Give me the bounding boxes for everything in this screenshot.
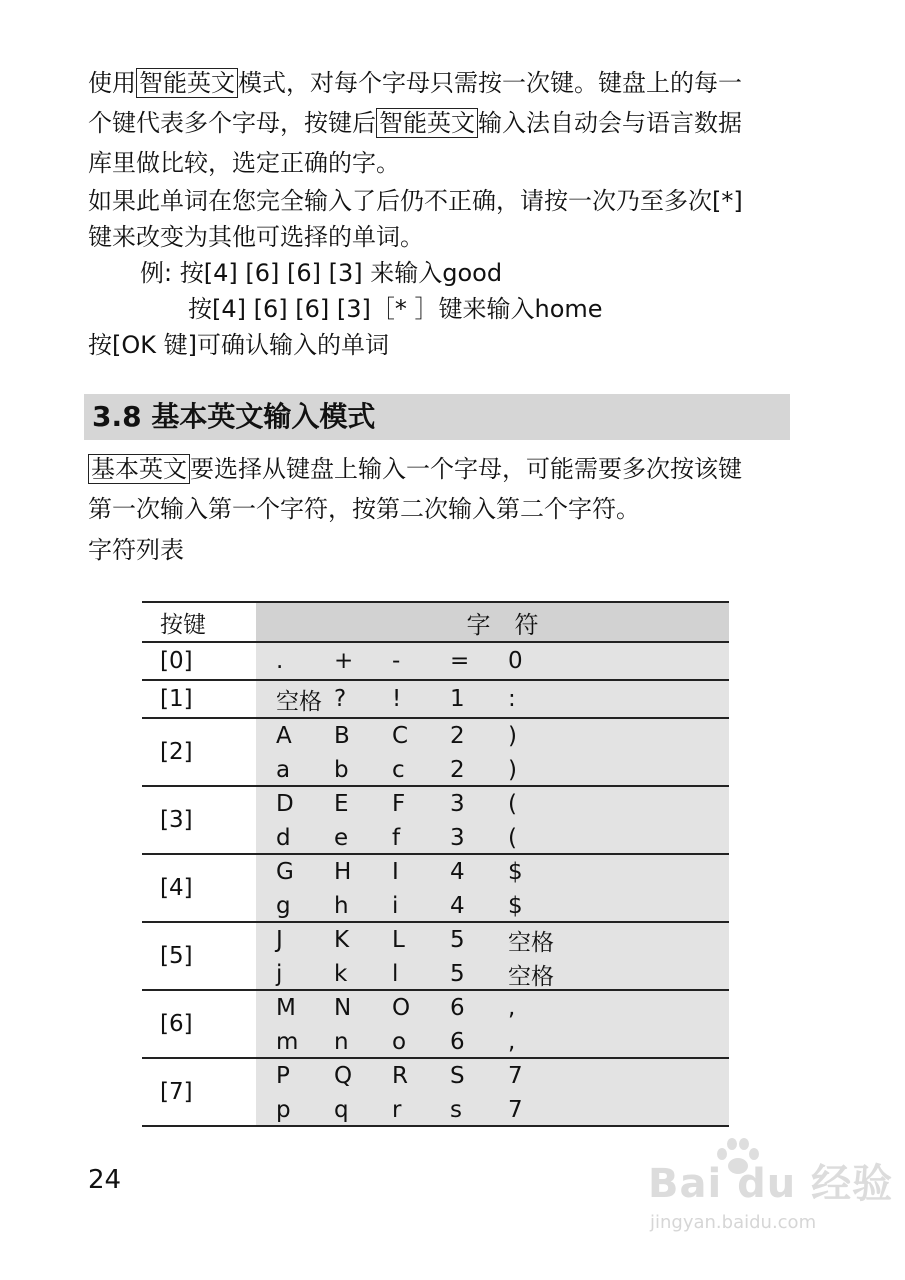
- intro-line-1-post: 模式，对每个字母只需按一次键。键盘上的每一: [238, 69, 742, 97]
- intro-line-4: 如果此单词在您完全输入了后仍不正确，请按一次乃至多次[*]: [88, 187, 743, 215]
- char-cell: a: [276, 757, 291, 783]
- char-cell: (: [508, 825, 517, 851]
- intro-line-1-pre: 使用: [88, 69, 136, 97]
- char-cell: o: [392, 1029, 407, 1055]
- char-cell: H: [334, 859, 352, 885]
- char-cell: D: [276, 791, 294, 817]
- char-cell: j: [276, 961, 283, 987]
- intro-line-2-post: 输入法自动会与语言数据: [478, 109, 742, 137]
- table-row: [142, 643, 729, 681]
- char-cell: M: [276, 995, 296, 1021]
- char-cell: k: [334, 961, 348, 987]
- row-key: [5]: [160, 943, 193, 969]
- example-home: 按[4] [6] [6] [3]［* ］键来输入home: [188, 295, 603, 323]
- char-cell: h: [334, 893, 349, 919]
- char-cell: 3: [450, 825, 465, 851]
- char-cell: c: [392, 757, 405, 783]
- char-cell: Q: [334, 1063, 353, 1089]
- char-cell: q: [334, 1097, 349, 1123]
- char-cell: d: [276, 825, 291, 851]
- char-cell: P: [276, 1063, 290, 1089]
- char-cell: 4: [450, 893, 465, 919]
- row-chars: [256, 719, 729, 785]
- row-chars: [256, 681, 729, 717]
- char-line: [276, 1025, 729, 1059]
- char-line: [276, 855, 729, 889]
- header-chars: 字 符: [256, 603, 729, 641]
- row-chars: [256, 923, 729, 989]
- char-cell: ): [508, 757, 517, 783]
- baidu-watermark: [648, 1150, 894, 1250]
- row-key: [7]: [160, 1079, 193, 1105]
- char-cell: $: [508, 859, 523, 885]
- table-row: [142, 787, 729, 855]
- table-row: [142, 991, 729, 1059]
- watermark-url: jingyan.baidu.com: [650, 1212, 817, 1233]
- row-chars: [256, 991, 729, 1057]
- basic-english-badge: 基本英文: [88, 454, 190, 484]
- table-body: [142, 643, 729, 1127]
- char-cell: R: [392, 1063, 408, 1089]
- char-cell: 7: [508, 1097, 523, 1123]
- char-cell: G: [276, 859, 294, 885]
- char-cell: B: [334, 723, 350, 749]
- example-good: 例: 按[4] [6] [6] [3] 来输入good: [140, 259, 503, 287]
- char-line: [276, 1059, 729, 1093]
- row-key: [2]: [160, 739, 193, 765]
- char-cell: 5: [450, 927, 465, 953]
- char-cell: 0: [508, 648, 523, 674]
- char-line: [276, 643, 729, 679]
- char-cell: 2: [450, 757, 465, 783]
- page-number: 24: [88, 1165, 122, 1195]
- header-key: 按键: [160, 611, 206, 638]
- row-key: [3]: [160, 807, 193, 833]
- char-cell: 1: [450, 686, 465, 712]
- intro-line-3: 库里做比较，选定正确的字。: [88, 149, 400, 177]
- char-line: [276, 753, 729, 787]
- char-cell: J: [276, 927, 283, 953]
- char-line: [276, 821, 729, 855]
- row-key: [0]: [160, 648, 193, 674]
- row-chars: [256, 1059, 729, 1125]
- char-line: [276, 719, 729, 753]
- char-cell: 6: [450, 995, 465, 1021]
- section-title: 3.8 基本英文输入模式: [92, 400, 376, 433]
- char-cell: .: [276, 648, 284, 674]
- char-line: [276, 1093, 729, 1127]
- char-cell: 5: [450, 961, 465, 987]
- row-chars: [256, 787, 729, 853]
- row-key: [4]: [160, 875, 193, 901]
- char-cell: +: [334, 648, 354, 674]
- char-cell: K: [334, 927, 350, 953]
- char-cell: $: [508, 893, 523, 919]
- char-cell: 7: [508, 1063, 523, 1089]
- intro-line-2: [88, 106, 742, 140]
- char-cell: p: [276, 1097, 291, 1123]
- intro-line-5: 键来改变为其他可选择的单词。: [88, 223, 424, 251]
- char-cell: E: [334, 791, 349, 817]
- row-chars: [256, 855, 729, 921]
- char-cell: g: [276, 893, 291, 919]
- row-chars: [256, 643, 729, 679]
- char-cell: 空格: [276, 688, 322, 715]
- char-cell: L: [392, 927, 405, 953]
- watermark-brand: Bai du 经验: [648, 1161, 894, 1207]
- intro-line-1: [88, 66, 742, 100]
- section-line-1: [88, 452, 742, 486]
- row-key: [1]: [160, 686, 193, 712]
- char-cell: i: [392, 893, 399, 919]
- char-cell: A: [276, 723, 292, 749]
- char-cell: s: [450, 1097, 462, 1123]
- char-cell: N: [334, 995, 352, 1021]
- section-line-1-post: 要选择从键盘上输入一个字母，可能需要多次按该键: [190, 455, 742, 483]
- char-cell: (: [508, 791, 517, 817]
- char-cell: l: [392, 961, 399, 987]
- char-line: [276, 957, 729, 991]
- table-row: [142, 855, 729, 923]
- char-cell: S: [450, 1063, 465, 1089]
- section-header: [84, 394, 790, 440]
- char-line: [276, 787, 729, 821]
- char-line: [276, 923, 729, 957]
- char-line: [276, 681, 729, 717]
- char-list-label: 字符列表: [88, 536, 184, 564]
- char-cell: F: [392, 791, 406, 817]
- char-cell: 6: [450, 1029, 465, 1055]
- char-cell: ,: [508, 995, 516, 1021]
- char-cell: 空格: [508, 929, 554, 956]
- char-cell: ,: [508, 1029, 516, 1055]
- char-cell: 3: [450, 791, 465, 817]
- char-cell: I: [392, 859, 399, 885]
- table-row: [142, 719, 729, 787]
- char-line: [276, 991, 729, 1025]
- char-line: [276, 889, 729, 923]
- char-cell: 2: [450, 723, 465, 749]
- char-table: [142, 601, 729, 1127]
- table-row: [142, 923, 729, 991]
- table-row: [142, 681, 729, 719]
- char-cell: ): [508, 723, 517, 749]
- char-cell: -: [392, 648, 401, 674]
- char-cell: O: [392, 995, 411, 1021]
- section-line-2: 第一次输入第一个字符，按第二次输入第二个字符。: [88, 495, 640, 523]
- char-cell: n: [334, 1029, 349, 1055]
- table-header-row: [142, 603, 729, 643]
- char-cell: :: [508, 686, 516, 712]
- smart-english-badge: 智能英文: [136, 68, 238, 98]
- intro-line-2-pre: 个键代表多个字母，按键后: [88, 109, 376, 137]
- char-cell: !: [392, 686, 402, 712]
- smart-english-badge-2: 智能英文: [376, 108, 478, 138]
- char-cell: m: [276, 1029, 299, 1055]
- char-cell: 空格: [508, 963, 554, 990]
- confirm-line: 按[OK 键]可确认输入的单词: [88, 331, 389, 359]
- char-cell: ?: [334, 686, 347, 712]
- row-key: [6]: [160, 1011, 193, 1037]
- char-cell: b: [334, 757, 349, 783]
- char-cell: 4: [450, 859, 465, 885]
- table-row: [142, 1059, 729, 1127]
- char-cell: r: [392, 1097, 402, 1123]
- char-cell: f: [392, 825, 401, 851]
- char-cell: e: [334, 825, 349, 851]
- char-cell: =: [450, 648, 470, 674]
- char-cell: C: [392, 723, 409, 749]
